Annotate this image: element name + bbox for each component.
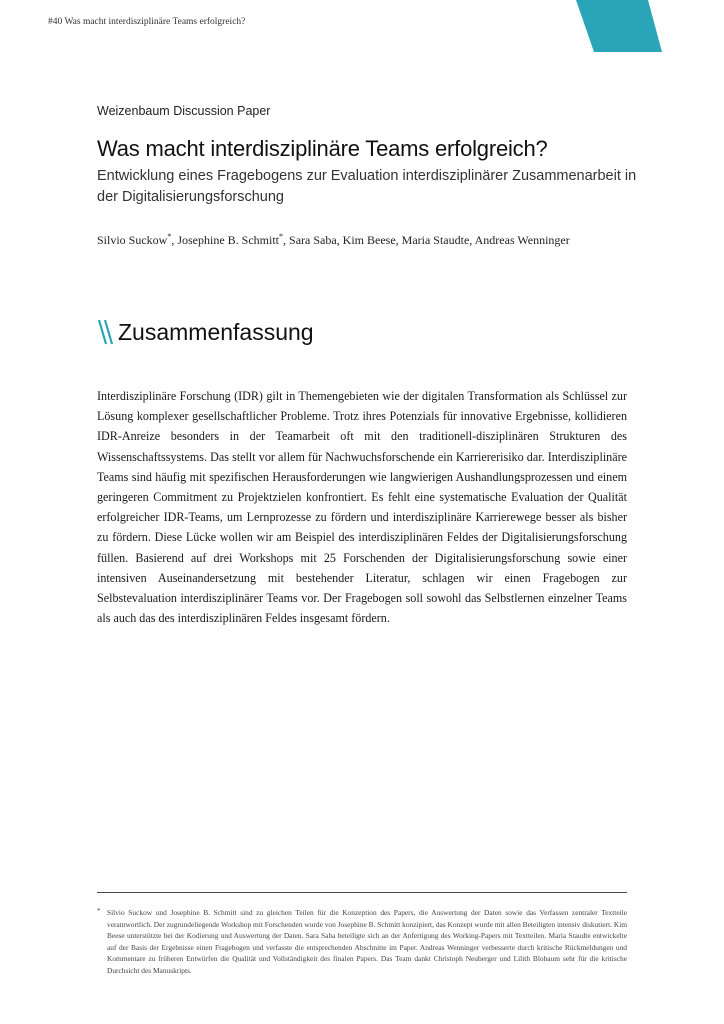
abstract-text: Interdisziplinäre Forschung (IDR) gilt in Themengebieten wie der digitalen Transformation als Schlüssel zur Lösung komplexer gesellschaftlicher Probleme. Trotz ihres Potenzials für innovative Ergebnisse, kollidieren IDR-Anreize besonders in der Teamarbeit oft mit den traditionell-disziplinären Strukturen des Wissenschaftssystems. Das stellt vor allem für Nachwuchsforschende ein Karriererisiko dar. Interdisziplinäre Teams sind häufig mit spezifischen Herausforderungen wie langwierigen Aushandlungsprozessen und einem geringeren Commitment zu Projektzielen konfrontiert. Es fehlt eine systematische Evaluation der Qualität erfolgreicher IDR-Teams, um Lernprozesse zu fördern und interdisziplinäre Karrierewege besser als bisher zu fördern. Diese Lücke wollen wir am Beispiel des interdisziplinären Feldes der Digitalisierungsforschung füllen. Basierend auf drei Workshops mit 25 Forschenden der Digitalisierungsforschung sowie einer intensiven Auseinandersetzung mit bestehender Literatur, schlagen wir einen Fragebogen zur Selbstevaluation interdisziplinärer Teams vor. Der Fragebogen soll sowohl das Selbstlernen einzelner Teams als auch das des interdisziplinären Feldes insgesamt fördern. — [97, 389, 627, 626]
author-names-rest: , Sara Saba, Kim Beese, Maria Staudte, Andreas Wenninger — [283, 233, 570, 247]
author-footnote-mark[interactable]: * — [167, 232, 172, 241]
footnote-mark: * — [97, 907, 101, 915]
section-heading — [97, 318, 314, 346]
author-name: Silvio Suckow — [97, 233, 168, 247]
footnote — [97, 907, 627, 977]
double-slash-icon — [97, 318, 115, 346]
page-title: Was macht interdisziplinäre Teams erfolgreich? — [97, 136, 548, 161]
footnote-text: Silvio Suckow und Josephine B. Schmitt sind zu gleichen Teilen für die Konzeption des Papers, die Auswertung der Daten sowie das Verfassen zentraler Textteile verantwortlich. Der zugrundeliegende Workshop mit Forschenden wurde von Josephine B. Schmitt konzipiert, das Konzept wurde mit allen Beteiligten intensiv diskutiert. Kim Beese unterstützte bei der Kodierung und Auswertung der Daten. Sara Saba beteiligte sich an der Anfertigung des Working-Papers mit Textteilen. Maria Staudte entwickelte auf der Basis der Ergebnisse einen Fragebogen und verfasste die entsprechenden Abschnitte im Paper. Andreas Wenninger verbesserte durch kritische Rückmeldungen und Kommentare zu früheren Entwürfen die Qualität und Vollständigkeit des finalen Papers. Das Team dankt Christoph Neuberger und Lilith Blobaum sehr für die kritische Durchsicht des Manuskripts. — [107, 908, 627, 975]
author-separator: , — [171, 233, 178, 247]
teal-corner-tab-icon — [576, 0, 662, 52]
author-name: Josephine B. Schmitt — [177, 233, 280, 247]
page-subtitle: Entwicklung eines Fragebogens zur Evaluation interdisziplinärer Zusammenarbeit in der Digitalisierungsforschung — [97, 168, 637, 205]
section-title: Zusammenfassung — [118, 318, 314, 345]
footnote-divider — [97, 892, 627, 893]
series-label: Weizenbaum Discussion Paper — [97, 104, 271, 118]
author-list — [97, 232, 637, 248]
author-footnote-mark[interactable]: * — [279, 232, 284, 241]
running-header: #40 Was macht interdisziplinäre Teams erfolgreich? — [48, 17, 246, 27]
